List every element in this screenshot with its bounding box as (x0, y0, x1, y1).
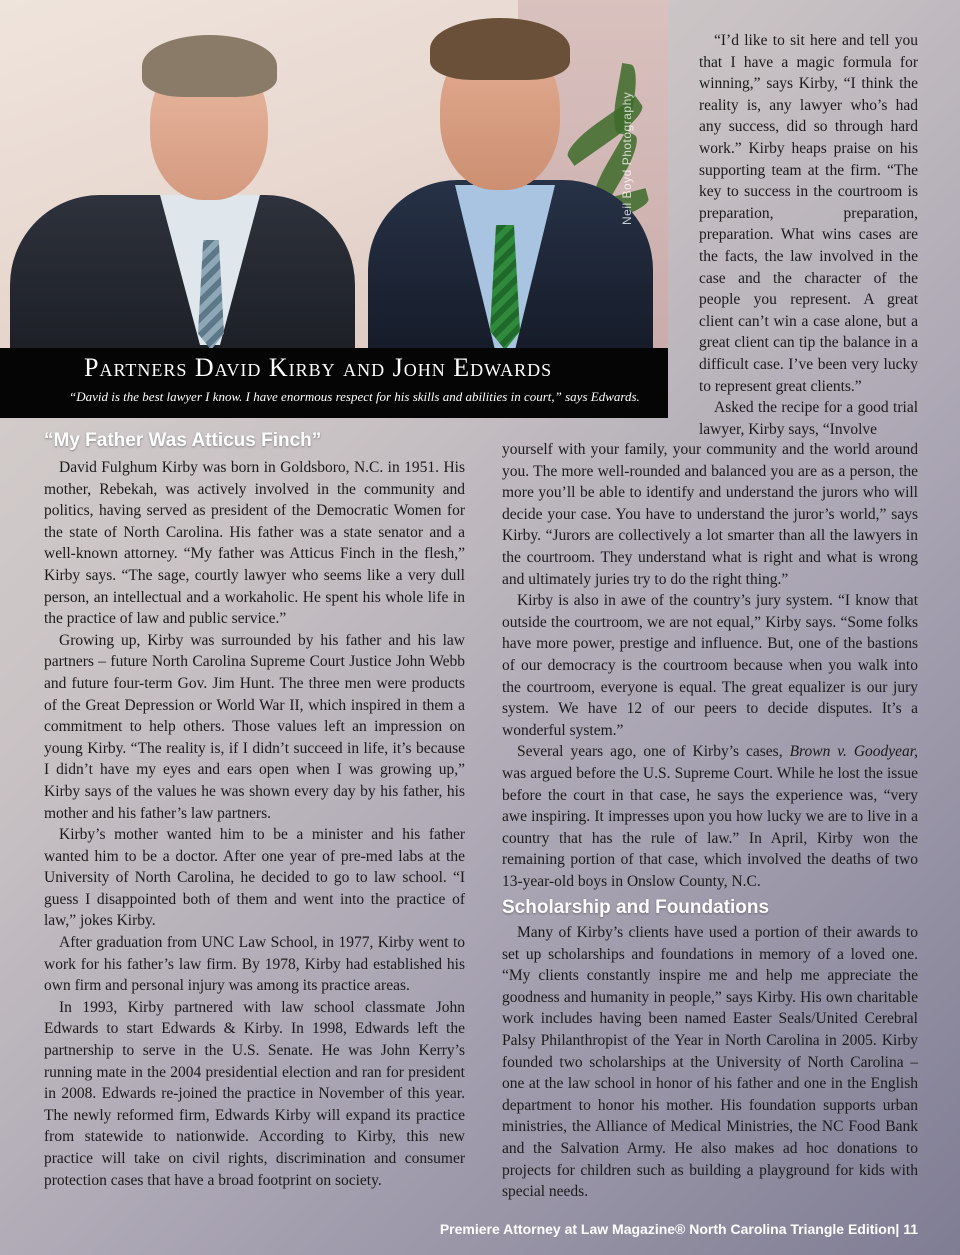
case-name: Brown v. Goodyear, (789, 743, 918, 761)
paragraph: Many of Kirby’s clients have used a portion of their awards to set up scholarships and foundations in memory of a loved one. “My clients constantly inspire me and help me appreciate the goodness and humanity in people,” says Kirby. His own charitable work includes having been named Easter Seals/United Cerebral Palsy Philanthropist of the Year in North Carolina in 2005. Kirby founded two scholarships at the University of North Carolina – one at the law school in honor of his father and one in the English department to honor his mother. His foundation supports urban ministries, the Alliance of Medical Ministries, the NC Food Bank and the Salvation Army. He also makes ad hoc donations to projects for children such as building a playground for kids with special needs. (502, 924, 918, 1201)
text-run: Several years ago, one of Kirby’s cases, (517, 743, 790, 761)
section-heading-atticus: “My Father Was Atticus Finch” (44, 430, 322, 451)
paragraph: Growing up, Kirby was surrounded by his father and his law partners – future North Carolina Supreme Court Justice John Webb and future four-term Gov. Jim Hunt. The three men were products of the Great Depression or World War II, which inspired in them a commitment to help others. Those values left an impression on young Kirby. “The reality is, if I didn’t succeed in life, it’s because I didn’t have my eyes and ears open when I was growing up,” Kirby says of the values he was shown every day by his father, his mother and his father’s law partners. (44, 631, 465, 822)
page-footer: Premiere Attorney at Law Magazine® North Carolina Triangle Edition| 11 (439, 1221, 918, 1237)
photo-credit: Neil Boyd Photography (620, 91, 634, 225)
left-column (44, 457, 465, 1191)
right-column (502, 439, 918, 1203)
paragraph: After graduation from UNC Law School, in 1977, Kirby went to work for his father’s law firm. By 1978, Kirby had established his own firm and personal injury was among its practice areas. (44, 934, 465, 995)
paragraph: “I’d like to sit here and tell you that I have a magic formula for winning,” says Kirby, “I think the reality is, any lawyer who’s had any success, did so through hard work.” Kirby heaps praise on his supporting team at the firm. “The key to success in the courtroom is preparation, preparation, preparation. What wins cases are the facts, the law involved in the case and the character of the people you represent. A great client can’t win a case alone, but a great client can tip the balance in a difficult case. I’ve been very lucky to represent great clients.” (699, 32, 918, 395)
paragraph: Kirby’s mother wanted him to be a minister and his father wanted him to be a doctor. After one year of pre-med labs at the University of North Carolina, he decided to go to law school. “I guess I disappointed both of them and went into the practice of law,” jokes Kirby. (44, 826, 465, 930)
paragraph: Kirby is also in awe of the country’s jury system. “I know that outside the courtroom, we are not equal,” Kirby says. “Some folks have more power, prestige and influence. But, one of the bastions of our democracy is the courtroom because when you walk into the courtroom, everyone is equal. The great equalizer is our jury system. We have 12 of our peers to decide disputes. It’s a wonderful system.” (502, 592, 918, 739)
paragraph (502, 741, 918, 892)
text-run: was argued before the U.S. Supreme Court. While he lost the issue before the court in that case, he says the experience was, “very awe inspiring. It impresses upon you how lucky we are to live in a country that has the rule of law.” In April, Kirby won the remaining portion of that case, which involved the deaths of two 13-year-old boys in Onslow County, N.C. (502, 764, 918, 890)
right-top-column (699, 30, 918, 440)
paragraph: David Fulghum Kirby was born in Goldsboro, N.C. in 1951. His mother, Rebekah, was actively involved in the community and politics, having served as president of the Democratic Women for the state of North Carolina. His father was a state senator and a well-known attorney. “My father was Atticus Finch in the flesh,” Kirby says. “The sage, courtly lawyer who seems like a very dull person, an intellectual and a workaholic. He spent his whole life in the practice of law and public service.” (44, 459, 465, 628)
section-heading-scholarship: Scholarship and Foundations (502, 897, 770, 919)
paragraph: yourself with your family, your community and the world around you. The more well-rounded and balanced you are as a person, the more you’ll be able to identify and understand the jurors who will decide your case. You have to understand the juror’s world,” says Kirby. “Jurors are collectively a lot smarter than all the lawyers in the courtroom. They understand what is right and what is wrong and ultimately juries try to do the right thing.” (502, 441, 918, 588)
paragraph: Asked the recipe for a good trial lawyer, Kirby says, “Involve (699, 399, 918, 438)
caption-quote: “David is the best lawyer I know. I have enormous respect for his skills and abilities in court,” says Edwards. (69, 389, 640, 404)
caption-title: Partners David Kirby and John Edwards (84, 353, 553, 382)
paragraph: In 1993, Kirby partnered with law school classmate John Edwards to start Edwards & Kirby. In 1998, Edwards left the partnership to serve in the U.S. Senate. He was John Kerry’s running mate in the 2004 presidential election and ran for president in 2008. Edwards re-joined the practice in November of this year. The newly reformed firm, Edwards Kirby will expand its practice from statewide to nationwide. According to Kirby, this new practice will take on civil rights, discrimination and consumer protection cases that have a broad footprint on society. (44, 998, 465, 1189)
